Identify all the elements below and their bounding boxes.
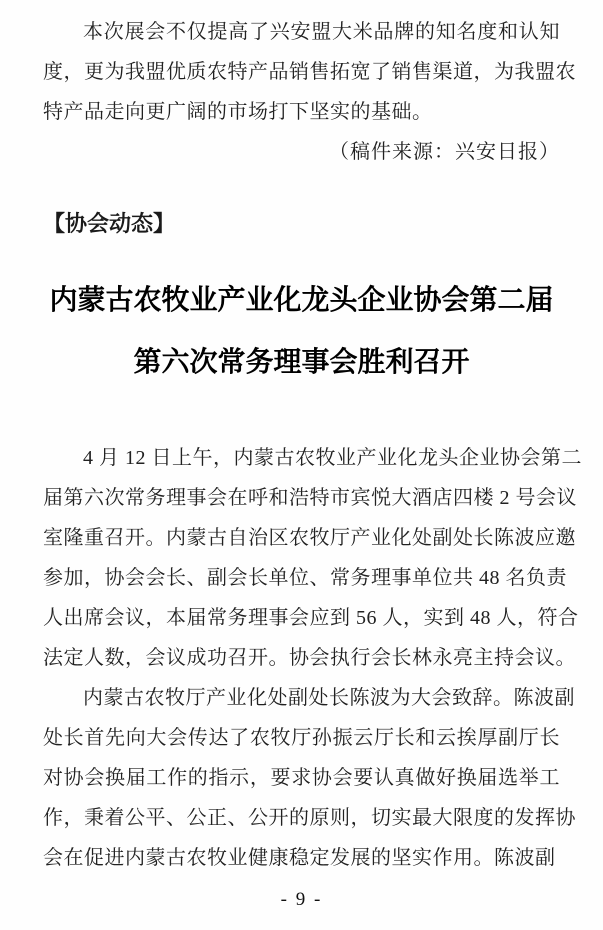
article-title-line2: 第六次常务理事会胜利召开: [133, 347, 470, 378]
paragraph-line: 度，更为我盟优质农特产品销售拓宽了销售渠道，为我盟农: [43, 61, 576, 83]
paragraph-speech: [43, 678, 576, 878]
paragraph-line: 本次展会不仅提高了兴安盟大米品牌的知名度和认知: [83, 21, 560, 43]
article-title: [43, 270, 560, 394]
paragraph-line: 届第六次常务理事会在呼和浩特市宾悦大酒店四楼 2 号会议: [43, 487, 577, 509]
paragraph-line: 特产品走向更广阔的市场打下坚实的基础。: [43, 101, 433, 123]
paragraph-line: 室隆重召开。内蒙古自治区农牧厅产业化处副处长陈波应邀: [43, 527, 576, 549]
paragraph-line: 4 月 12 日上午，内蒙古农牧业产业化龙头企业协会第二: [83, 447, 582, 469]
paragraph-line: 人出席会议，本届常务理事会应到 56 人，实到 48 人，符合: [43, 607, 579, 629]
paragraph-line: 参加，协会会长、副会长单位、常务理事单位共 48 名负责: [43, 567, 567, 589]
paragraph-line: 对协会换届工作的指示，要求协会要认真做好换届选举工: [43, 767, 560, 789]
source-attribution: （稿件来源：兴安日报）: [329, 141, 560, 163]
paragraph-line: 内蒙古农牧厅产业化处副处长陈波为大会致辞。陈波副: [83, 687, 575, 709]
paragraph-meeting: [43, 438, 582, 678]
paragraph-line: 会在促进内蒙古农牧业健康稳定发展的坚实作用。陈波副: [43, 847, 556, 869]
paragraph-line: 处长首先向大会传达了农牧厅孙振云厅长和云挨厚副厅长: [43, 727, 560, 749]
paragraph-line: 法定人数，会议成功召开。协会执行会长林永亮主持会议。: [43, 647, 576, 669]
article-title-line1: 内蒙古农牧业产业化龙头企业协会第二届: [49, 285, 554, 316]
page-number: - 9 -: [280, 889, 323, 910]
paragraph-line: 作，秉着公平、公正、公开的原则，切实最大限度的发挥协: [43, 807, 576, 829]
intro-paragraph: [43, 12, 576, 132]
section-header: 【协会动态】: [43, 211, 176, 236]
